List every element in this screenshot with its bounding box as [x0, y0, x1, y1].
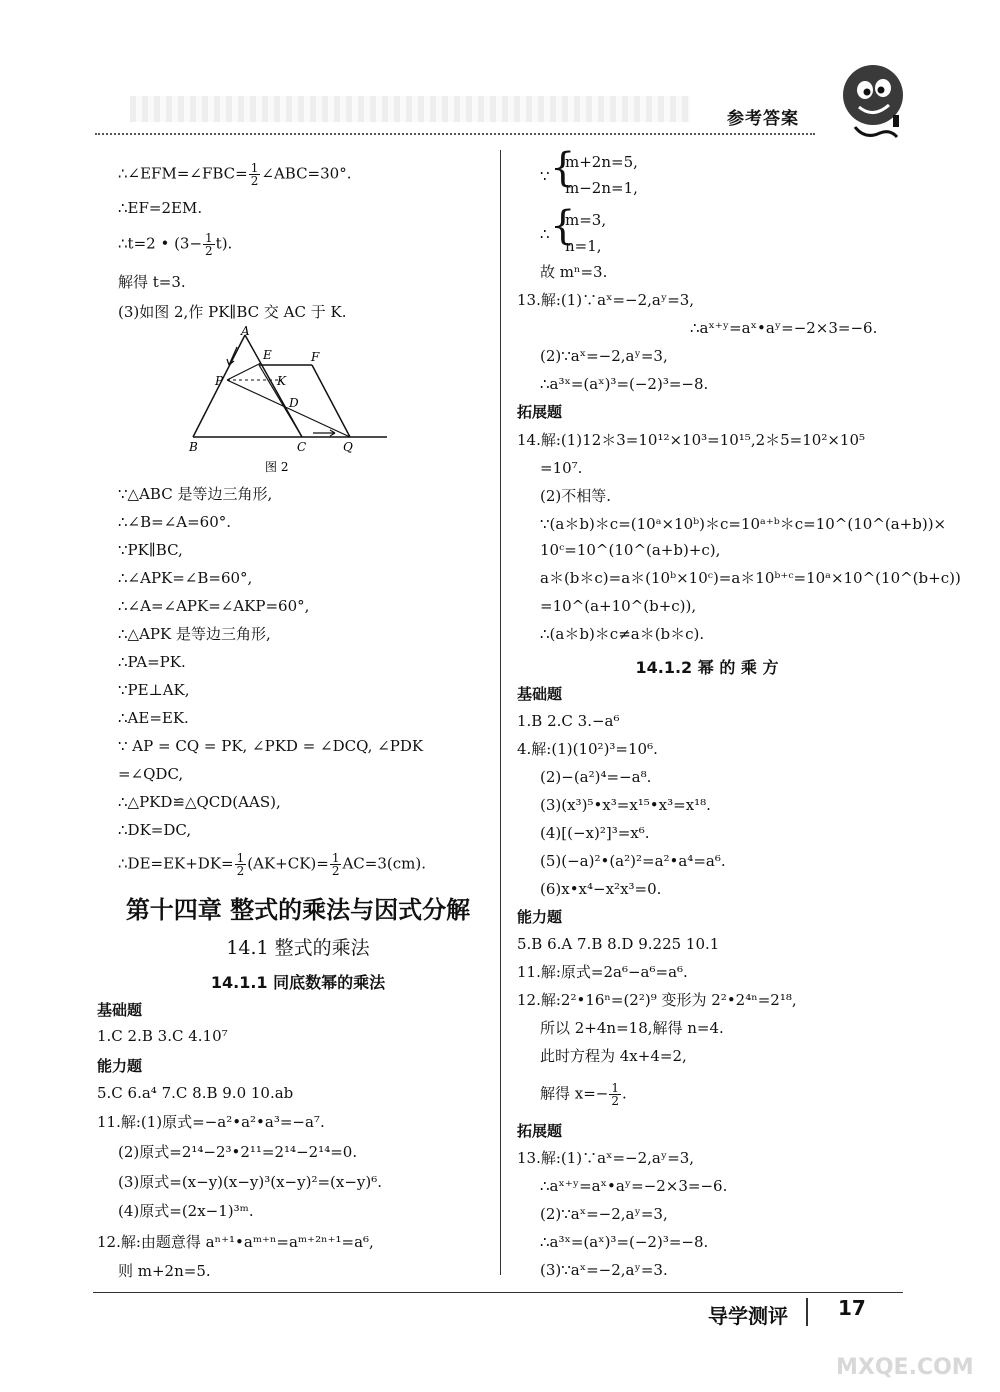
text-line: =10⁷. [540, 459, 583, 477]
equation-line: m+2n=5, [565, 153, 638, 171]
text-line: (2)∵aˣ=−2,aʸ=3, [540, 347, 668, 365]
text-line: ∴∠EFM=∠FBC= $\frac{1}{2}$ ∠ABC=30°. [118, 161, 352, 188]
header-title: 参考答案 [727, 109, 799, 129]
figure-caption: 图 2 [265, 460, 289, 474]
text-line: ∵PE⊥AK, [118, 681, 190, 699]
header-dotted-line [95, 133, 815, 135]
chapter-title: 第十四章 整式的乘法与因式分解 [125, 896, 471, 924]
text-line: 所以 2+4n=18,解得 n=4. [540, 1019, 724, 1037]
answer-line: 5.C 6.a⁴ 7.C 8.B 9.0 10.ab [97, 1084, 294, 1102]
heading-basic: 基础题 [517, 685, 563, 703]
brace-icon: { [550, 203, 576, 249]
text-line: ∴a³ˣ=(aˣ)³=(−2)³=−8. [540, 375, 709, 393]
text-line: 11.解:(1)原式=−a²•a²•a³=−a⁷. [97, 1113, 325, 1131]
text-line: 此时方程为 4x+4=2, [540, 1047, 687, 1065]
heading-extension: 拓展题 [517, 1122, 563, 1140]
text-line: ∴AE=EK. [118, 709, 189, 727]
fraction: $\frac{1}{2}$ [250, 161, 259, 188]
label-E: E [263, 348, 272, 362]
text-line: ∴EF=2EM. [118, 199, 203, 217]
text-line: 解得 x=− $\frac{1}{2}$ . [540, 1081, 627, 1108]
text-line: (6)x•x⁴−x²x³=0. [540, 880, 662, 898]
heading-ability: 能力题 [97, 1057, 143, 1075]
text-line: 故 mⁿ=3. [540, 263, 608, 281]
fraction: $\frac{1}{2}$ [236, 851, 245, 878]
text-line: ∴a³ˣ=(aˣ)³=(−2)³=−8. [540, 1233, 709, 1251]
text-line: (3)(x³)⁵•x³=x¹⁵•x³=x¹⁸. [540, 796, 711, 814]
text-line: =10^(a+10^(b+c)), [540, 597, 697, 615]
text-line: ∴DE=EK+DK= $\frac{1}{2}$ (AK+CK)= $\frac{1}{2}$ AC=3(cm). [118, 851, 426, 878]
text-line: 13.解:(1)∵aˣ=−2,aʸ=3, [517, 291, 695, 309]
text-line: (5)(−a)²•(a²)²=a²•a⁴=a⁶. [540, 852, 726, 870]
text-line: 4.解:(1)(10²)³=10⁶. [517, 740, 658, 758]
footer-brand: 导学测评 [708, 1304, 788, 1328]
text-line: =∠QDC, [118, 765, 184, 783]
text-line: (3)∵aˣ=−2,aʸ=3. [540, 1261, 668, 1279]
subsection-title: 14.1.1 同底数幂的乘法 [210, 973, 386, 992]
text-line: 则 m+2n=5. [118, 1262, 211, 1280]
label-D: D [289, 396, 299, 410]
watermark-text: MXQE.COM [836, 1355, 974, 1378]
label-F: F [311, 350, 320, 364]
equation-line: m−2n=1, [565, 179, 638, 197]
text-line: (4)原式=(2x−1)³ᵐ. [118, 1202, 254, 1220]
text-line: (3)原式=(x−y)(x−y)³(x−y)²=(x−y)⁶. [118, 1173, 383, 1191]
text-line: ∴aˣ⁺ʸ=aˣ•aʸ=−2×3=−6. [690, 319, 878, 337]
text-line: 11.解:原式=2a⁶−a⁶=a⁶. [517, 963, 688, 981]
text-line: ∴△APK 是等边三角形, [118, 625, 271, 643]
label-C: C [297, 440, 307, 454]
text-line: ∴(a＊b)＊c≠a＊(b＊c). [540, 625, 705, 643]
header-texture [130, 96, 690, 122]
mascot-icon [835, 55, 915, 145]
label-P: P [215, 374, 224, 388]
text-line: 10ᶜ=10^(10^(a+b)+c), [540, 541, 721, 559]
text-line: ∴∠APK=∠B=60°, [118, 569, 253, 587]
text-line: (2)不相等. [540, 487, 612, 505]
text-line: ∴∠A=∠APK=∠AKP=60°, [118, 597, 310, 615]
answer-line: 1.B 2.C 3.−a⁶ [517, 712, 620, 730]
fraction: $\frac{1}{2}$ [205, 231, 213, 258]
text-line: 解得 t=3. [118, 273, 186, 291]
subsection-title: 14.1.2 幂 的 乘 方 [635, 658, 779, 677]
text-line: ∴DK=DC, [118, 821, 192, 839]
page-number: 17 [838, 1296, 866, 1320]
answer-line: 1.C 2.B 3.C 4.10⁷ [97, 1027, 228, 1045]
footer-rule [93, 1292, 903, 1293]
text-line: ∵ AP = CQ = PK, ∠PKD = ∠DCQ, ∠PDK [118, 737, 424, 755]
text-line: ∵△ABC 是等边三角形, [118, 485, 273, 503]
label-Q: Q [343, 440, 353, 454]
section-title: 14.1 整式的乘法 [226, 937, 370, 959]
text-line: (3)如图 2,作 PK∥BC 交 AC 于 K. [118, 303, 347, 321]
figure-2-diagram [185, 325, 395, 480]
column-divider [500, 150, 501, 1275]
therefore-symbol: ∴ [540, 225, 550, 243]
text-line: ∴∠B=∠A=60°. [118, 513, 232, 531]
text-line: a＊(b＊c)=a＊(10ᵇ×10ᶜ)=a＊10ᵇ⁺ᶜ=10ᵃ×10^(10^(b+c)) [540, 569, 961, 587]
label-B: B [189, 440, 198, 454]
text-line: ∴aˣ⁺ʸ=aˣ•aʸ=−2×3=−6. [540, 1177, 728, 1195]
brace-icon: { [550, 145, 576, 191]
label-A: A [241, 325, 250, 338]
text-line: ∵(a＊b)＊c=(10ᵃ×10ᵇ)＊c=10ᵃ⁺ᵇ＊c=10^(10^(a+b))× [540, 515, 947, 533]
heading-ability: 能力题 [517, 908, 563, 926]
text-line: ∴PA=PK. [118, 653, 186, 671]
because-symbol: ∵ [540, 167, 550, 185]
text-line: 13.解:(1)∵aˣ=−2,aʸ=3, [517, 1149, 695, 1167]
heading-basic: 基础题 [97, 1001, 143, 1019]
equation-line: n=1, [565, 237, 602, 255]
watermark-logo [832, 1318, 982, 1378]
text-line: (2)原式=2¹⁴−2³•2¹¹=2¹⁴−2¹⁴=0. [118, 1143, 358, 1161]
text-line: 14.解:(1)12＊3=10¹²×10³=10¹⁵,2＊5=10²×10⁵ [517, 431, 866, 449]
footer-separator [806, 1298, 808, 1326]
equation-line: m=3, [565, 211, 607, 229]
text-line: (4)[(−x)²]³=x⁶. [540, 824, 650, 842]
text-line: 12.解:2²•16ⁿ=(2²)⁹ 变形为 2²•2⁴ⁿ=2¹⁸, [517, 991, 797, 1009]
answer-line: 5.B 6.A 7.B 8.D 9.225 10.1 [517, 935, 720, 953]
text-line: (2)−(a²)⁴=−a⁸. [540, 768, 652, 786]
fraction: $\frac{1}{2}$ [331, 851, 340, 878]
text-line: ∴△PKD≌△QCD(AAS), [118, 793, 281, 811]
fraction: $\frac{1}{2}$ [611, 1081, 620, 1108]
text-line: 12.解:由题意得 aⁿ⁺¹•aᵐ⁺ⁿ=aᵐ⁺²ⁿ⁺¹=a⁶, [97, 1233, 374, 1251]
heading-extension: 拓展题 [517, 403, 563, 421]
label-K: K [277, 374, 286, 388]
text-line: ∴t=2 • (3− $\frac{1}{2}$ t). [118, 231, 233, 258]
text-line: (2)∵aˣ=−2,aʸ=3, [540, 1205, 668, 1223]
text-line: ∵PK∥BC, [118, 541, 183, 559]
